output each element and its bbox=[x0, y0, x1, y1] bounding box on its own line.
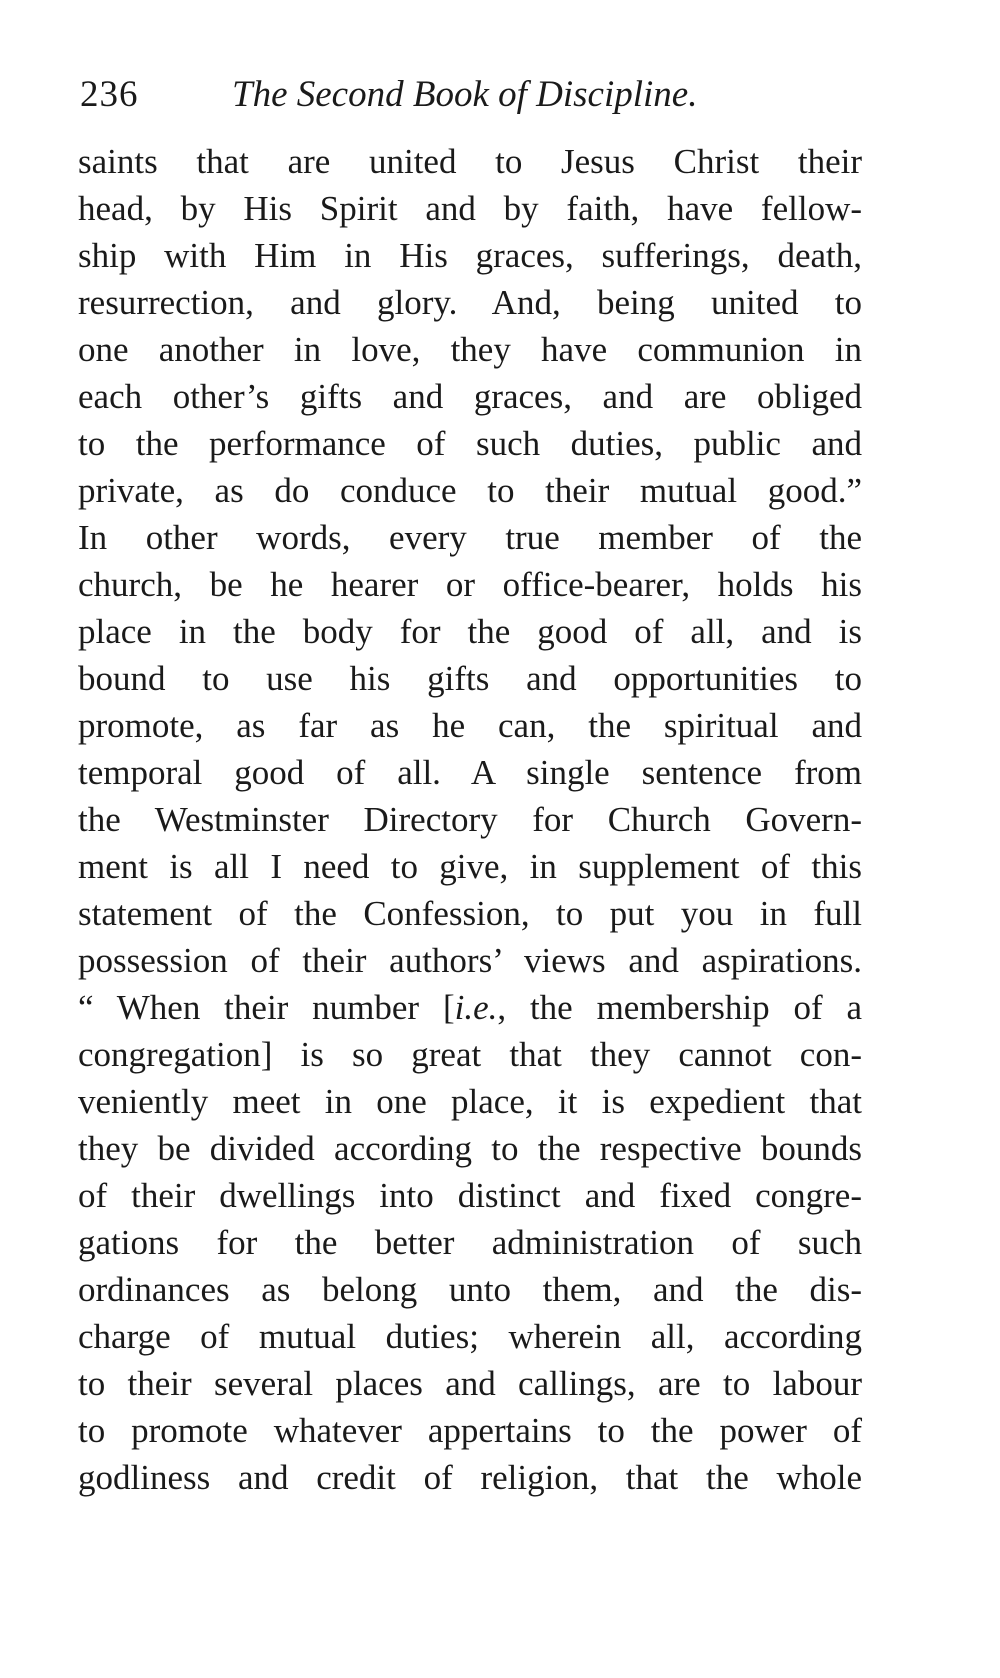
text-line: saints that are united to Jesus Christ their bbox=[78, 142, 862, 181]
text-line: to their several places and callings, are to labour bbox=[78, 1364, 862, 1403]
body-text bbox=[78, 138, 862, 1501]
text-line: possession of their authors’ views and aspirations. bbox=[78, 941, 862, 980]
text-line: church, be he hearer or office-bearer, holds his bbox=[78, 565, 862, 604]
text-line: to promote whatever appertains to the power of bbox=[78, 1411, 862, 1450]
text-line: private, as do conduce to their mutual good.” bbox=[78, 471, 862, 510]
text-line: veniently meet in one place, it is expedient that bbox=[78, 1082, 862, 1121]
text-line: to the performance of such duties, public and bbox=[78, 424, 862, 463]
text-line: statement of the Confession, to put you in full bbox=[78, 894, 862, 933]
text-line: promote, as far as he can, the spiritual and bbox=[78, 706, 862, 745]
text-line: they be divided according to the respective bounds bbox=[78, 1129, 862, 1168]
page-number: 236 bbox=[80, 74, 139, 115]
text-line: ordinances as belong unto them, and the dis- bbox=[78, 1270, 862, 1309]
text-line: gations for the better administration of such bbox=[78, 1223, 862, 1262]
text-line: congregation] is so great that they cannot con- bbox=[78, 1035, 862, 1074]
text-line: head, by His Spirit and by faith, have fellow- bbox=[78, 189, 862, 228]
text-line: of their dwellings into distinct and fixed congre- bbox=[78, 1176, 862, 1215]
page-header bbox=[80, 70, 860, 120]
text-line: bound to use his gifts and opportunities to bbox=[78, 659, 862, 698]
running-title: The Second Book of Discipline. bbox=[232, 74, 698, 115]
text-line: ship with Him in His graces, sufferings, death, bbox=[78, 236, 862, 275]
text-line: resurrection, and glory. And, being united to bbox=[78, 283, 862, 322]
text-line: each other’s gifts and graces, and are obliged bbox=[78, 377, 862, 416]
text-line: temporal good of all. A single sentence from bbox=[78, 753, 862, 792]
text-line: “ When their number [i.e., the membership of a bbox=[78, 988, 862, 1027]
text-line: one another in love, they have communion in bbox=[78, 330, 862, 369]
italic-abbreviation: i.e. bbox=[454, 988, 498, 1027]
text-line: charge of mutual duties; wherein all, according bbox=[78, 1317, 862, 1356]
text-line: the Westminster Directory for Church Govern- bbox=[78, 800, 862, 839]
text-line: ment is all I need to give, in supplement of this bbox=[78, 847, 862, 886]
text-line: godliness and credit of religion, that the whole bbox=[78, 1458, 862, 1497]
text-line: In other words, every true member of the bbox=[78, 518, 862, 557]
text-line: place in the body for the good of all, and is bbox=[78, 612, 862, 651]
